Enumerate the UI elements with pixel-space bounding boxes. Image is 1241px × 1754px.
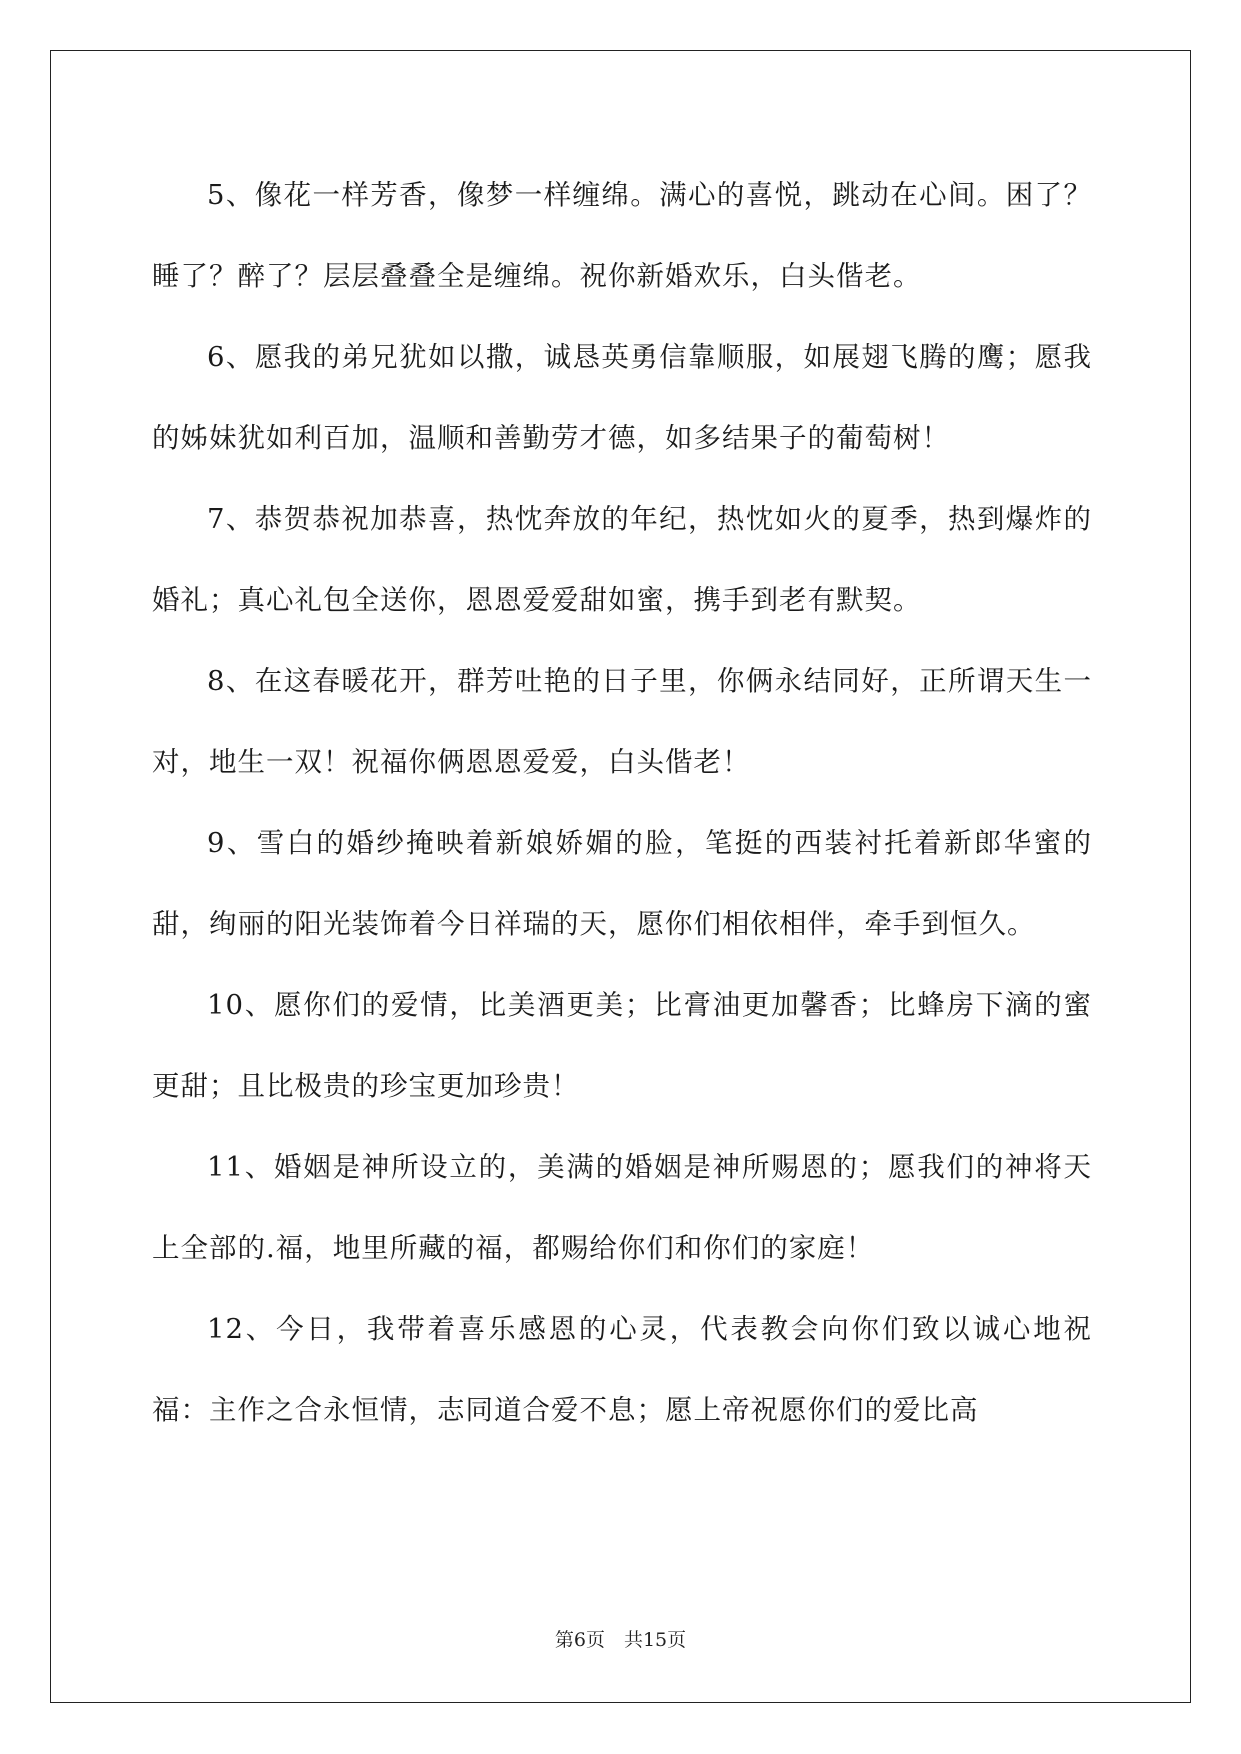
paragraph-8: 8、在这春暖花开，群芳吐艳的日子里，你俩永结同好，正所谓天生一对，地生一双！祝福你俩恩恩爱爱，白头偕老！ bbox=[152, 665, 1092, 778]
paragraph-12: 12、今日，我带着喜乐感恩的心灵，代表教会向你们致以诚心地祝福：主作之合永恒情，志同道合爱不息；愿上帝祝愿你们的爱比高 bbox=[152, 1313, 1092, 1426]
paragraph-9: 9、雪白的婚纱掩映着新娘娇媚的脸，笔挺的西装衬托着新郎华蜜的甜，绚丽的阳光装饰着今日祥瑞的天，愿你们相依相伴，牵手到恒久。 bbox=[152, 827, 1092, 940]
paragraph-11: 11、婚姻是神所设立的，美满的婚姻是神所赐恩的；愿我们的神将天上全部的.福，地里所藏的福，都赐给你们和你们的家庭！ bbox=[152, 1151, 1092, 1264]
page-number-footer: 第6页 共15页 bbox=[554, 1629, 687, 1651]
paragraph-10: 10、愿你们的爱情，比美酒更美；比膏油更加馨香；比蜂房下滴的蜜更甜；且比极贵的珍宝更加珍贵！ bbox=[152, 989, 1092, 1102]
paragraph-7: 7、恭贺恭祝加恭喜，热忱奔放的年纪，热忱如火的夏季，热到爆炸的婚礼；真心礼包全送你，恩恩爱爱甜如蜜，携手到老有默契。 bbox=[152, 503, 1092, 616]
paragraph-5: 5、像花一样芳香，像梦一样缠绵。满心的喜悦，跳动在心间。困了？睡了？醉了？层层叠叠全是缠绵。祝你新婚欢乐，白头偕老。 bbox=[152, 179, 1092, 292]
paragraph-6: 6、愿我的弟兄犹如以撒，诚恳英勇信靠顺服，如展翅飞腾的鹰；愿我的姊妹犹如利百加，温顺和善勤劳才德，如多结果子的葡萄树！ bbox=[152, 341, 1092, 454]
document-body bbox=[152, 155, 1092, 1451]
